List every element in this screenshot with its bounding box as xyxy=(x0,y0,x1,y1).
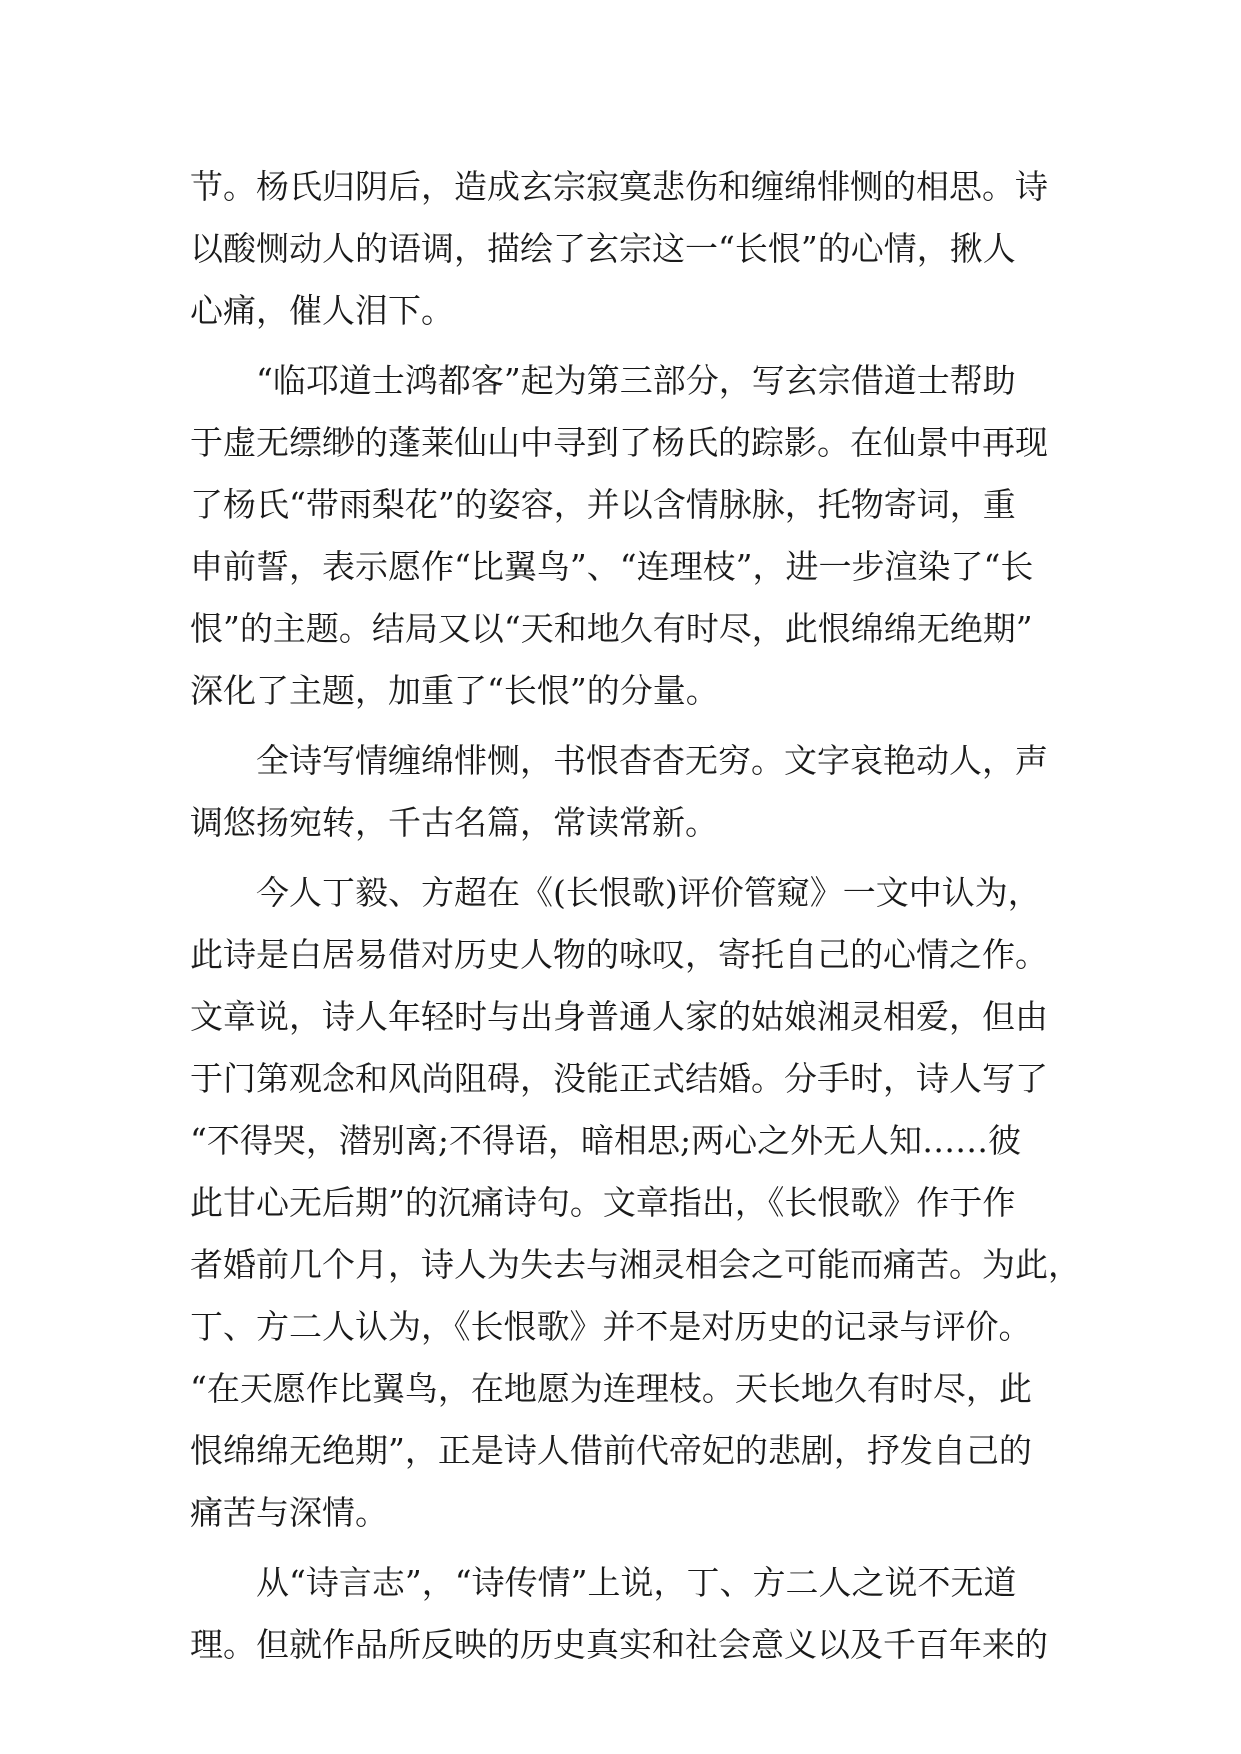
body-text xyxy=(190,156,1081,1676)
text-line: 节。杨氏归阴后，造成玄宗寂寞悲伤和缠绵悱恻的相思。诗 xyxy=(190,167,1048,206)
paragraph xyxy=(190,156,1070,342)
text-line: 者婚前几个月，诗人为失去与湘灵相会之可能而痛苦。为此， xyxy=(190,1245,1081,1284)
text-line: 申前誓，表示愿作“比翼鸟”、“连理枝”，进一步渲染了“长 xyxy=(190,547,1034,586)
text-line: 此诗是白居易借对历史人物的咏叹，寄托自己的心情之作。 xyxy=(190,935,1048,974)
text-line: 心痛，催人泪下。 xyxy=(190,291,454,330)
paragraph xyxy=(190,350,1070,722)
text-line: 于门第观念和风尚阻碍，没能正式结婚。分手时，诗人写了 xyxy=(190,1059,1048,1098)
text-line: “在天愿作比翼鸟，在地愿为连理枝。天长地久有时尽，此 xyxy=(190,1369,1032,1408)
text-line: 恨”的主题。结局又以“天和地久有时尽，此恨绵绵无绝期” xyxy=(190,609,1033,648)
text-line: 深化了主题，加重了“长恨”的分量。 xyxy=(190,671,719,710)
text-line: 调悠扬宛转，千古名篇，常读常新。 xyxy=(190,803,718,842)
text-line: 了杨氏“带雨梨花”的姿容，并以含情脉脉，托物寄词，重 xyxy=(190,485,1016,524)
text-line: “临邛道士鸿都客”起为第三部分，写玄宗借道士帮助 xyxy=(256,361,1016,400)
text-line: “不得哭，潜别离;不得语，暗相思;两心之外无人知……彼 xyxy=(190,1121,1022,1160)
text-line: 恨绵绵无绝期”，正是诗人借前代帝妃的悲剧，抒发自己的 xyxy=(190,1431,1032,1470)
text-line: 理。但就作品所反映的历史真实和社会意义以及千百年来的 xyxy=(190,1625,1048,1664)
paragraph xyxy=(190,1552,1070,1676)
text-line: 全诗写情缠绵悱恻，书恨杳杳无穷。文字哀艳动人，声 xyxy=(256,741,1048,780)
paragraph xyxy=(190,730,1070,854)
text-line: 从“诗言志”，“诗传情”上说，丁、方二人之说不无道 xyxy=(256,1563,1017,1602)
text-line: 此甘心无后期”的沉痛诗句。文章指出，《长恨歌》作于作 xyxy=(190,1183,1016,1222)
text-line: 今人丁毅、方超在《(长恨歌)评价管窥》一文中认为， xyxy=(256,873,1041,912)
text-line: 以酸恻动人的语调，描绘了玄宗这一“长恨”的心情，揪人 xyxy=(190,229,1016,268)
text-line: 丁、方二人认为，《长恨歌》并不是对历史的记录与评价。 xyxy=(190,1307,1032,1346)
text-line: 文章说，诗人年轻时与出身普通人家的姑娘湘灵相爱，但由 xyxy=(190,997,1048,1036)
paragraph xyxy=(190,862,1081,1544)
text-line: 痛苦与深情。 xyxy=(190,1493,388,1532)
text-line: 于虚无缥缈的蓬莱仙山中寻到了杨氏的踪影。在仙景中再现 xyxy=(190,423,1048,462)
